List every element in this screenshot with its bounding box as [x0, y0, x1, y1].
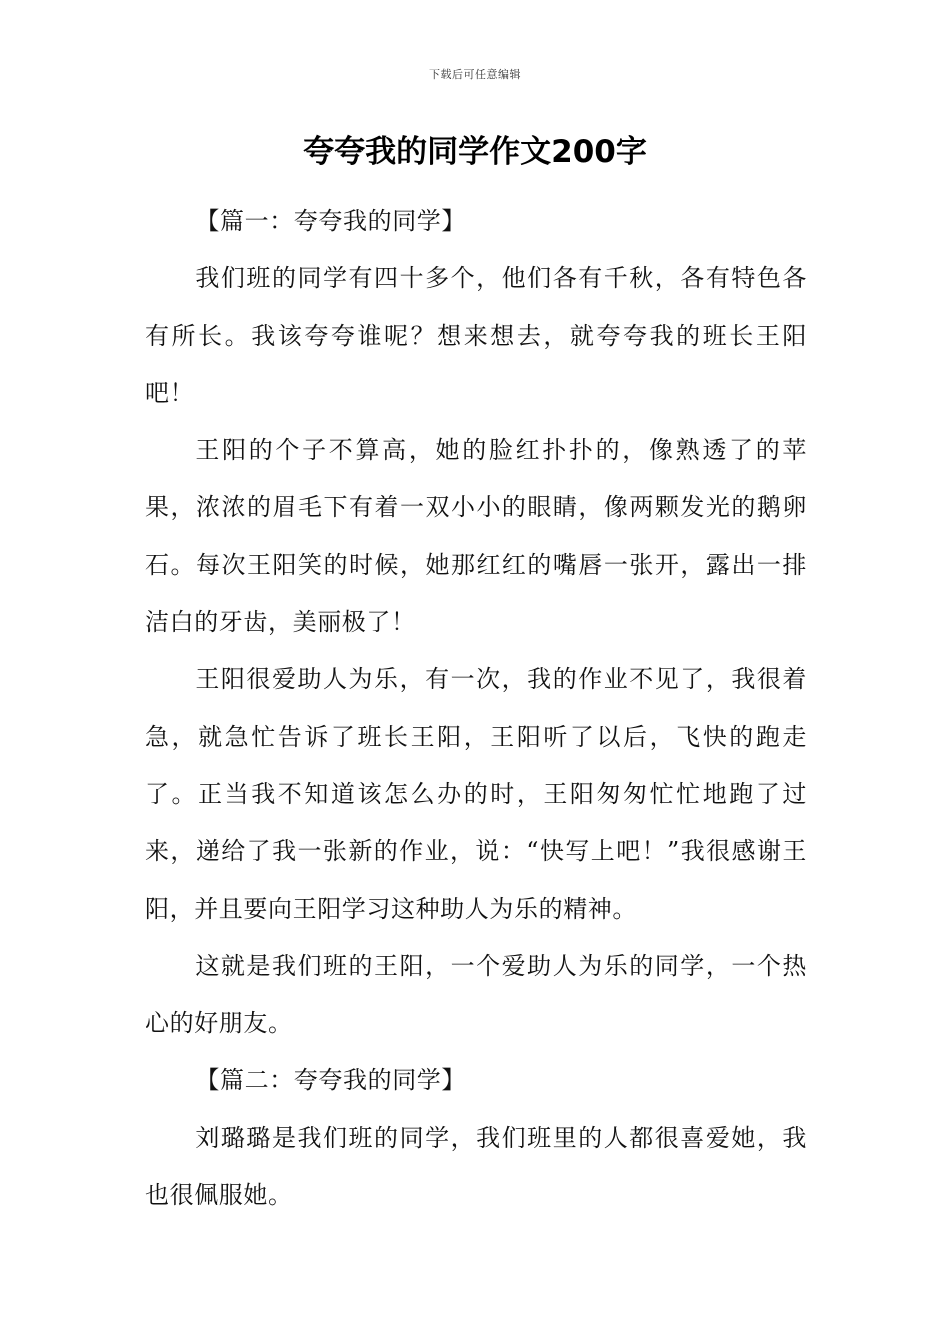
- paragraph: 刘璐璐是我们班的同学，我们班里的人都很喜爱她，我也很佩服她。: [145, 1123, 807, 1210]
- paragraph: 这就是我们班的王阳，一个爱助人为乐的同学，一个热心的好朋友。: [145, 951, 807, 1038]
- paragraph: 王阳很爱助人为乐，有一次，我的作业不见了，我很着急，就急忙告诉了班长王阳，王阳听了以后，飞快的跑走了。正当我不知道该怎么办的时，王阳匆匆忙忙地跑了过来，递给了我一张新的作业，说：“快写上吧！”我很感谢王阳，并且要向王阳学习这种助人为乐的精神。: [145, 665, 807, 923]
- header-note: 下载后可任意编辑: [429, 68, 521, 81]
- document-title: 夸夸我的同学作文200字: [303, 134, 647, 170]
- paragraph: 我们班的同学有四十多个，他们各有千秋，各有特色各有所长。我该夸夸谁呢？想来想去，就夸夸我的班长王阳吧！: [145, 264, 807, 407]
- section-heading-2: 【篇二：夸夸我的同学】: [195, 1066, 466, 1095]
- document-body: [145, 193, 807, 1224]
- section-heading-1: 【篇一：夸夸我的同学】: [195, 207, 466, 235]
- paragraph: 王阳的个子不算高，她的脸红扑扑的，像熟透了的苹果，浓浓的眉毛下有着一双小小的眼睛，像两颗发光的鹅卵石。每次王阳笑的时候，她那红红的嘴唇一张开，露出一排洁白的牙齿，美丽极了！: [145, 436, 807, 637]
